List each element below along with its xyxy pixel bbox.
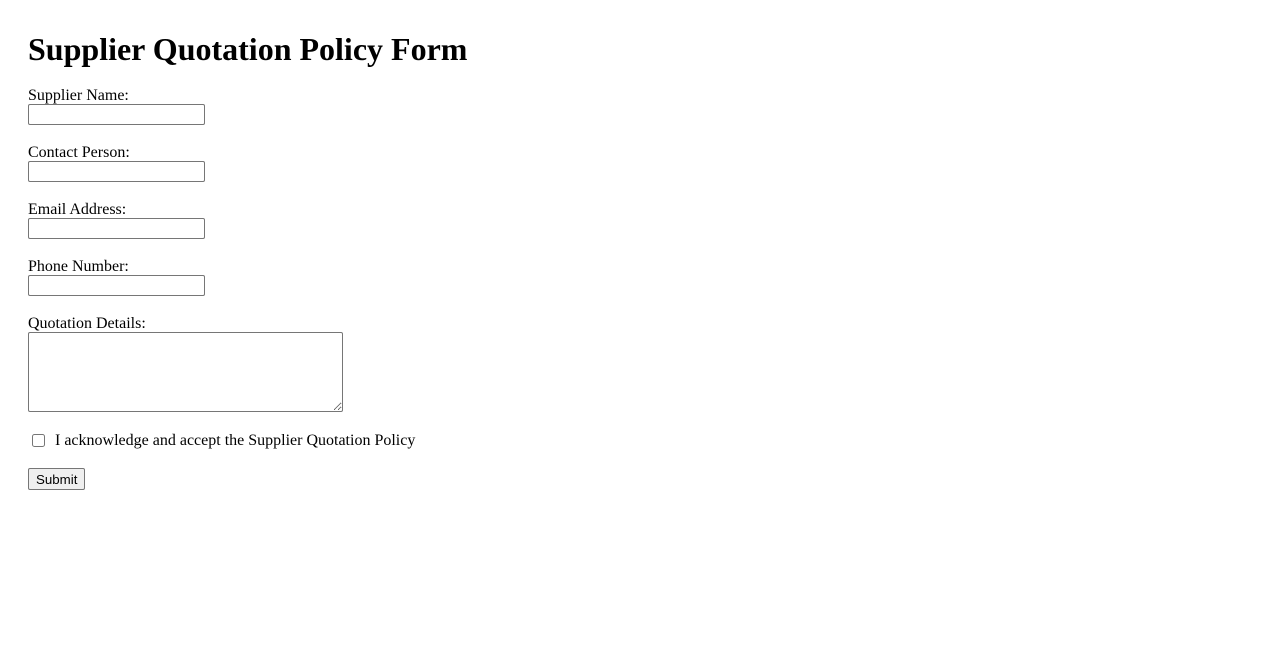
- supplier-quotation-form: [28, 88, 1238, 490]
- submit-button[interactable]: Submit: [28, 468, 85, 490]
- field-group-contact-person: [28, 145, 1238, 182]
- field-group-email-address: [28, 202, 1238, 239]
- supplier-name-input[interactable]: [28, 104, 205, 125]
- field-group-phone-number: [28, 259, 1238, 296]
- contact-person-input[interactable]: [28, 161, 205, 182]
- contact-person-label: Contact Person:: [28, 144, 130, 161]
- page-title: Supplier Quotation Policy Form: [28, 31, 468, 67]
- acknowledgement-checkbox[interactable]: [32, 434, 45, 447]
- phone-number-input[interactable]: [28, 275, 205, 296]
- acknowledgement-text: I acknowledge and accept the Supplier Quotation Policy: [55, 432, 416, 449]
- quotation-details-textarea[interactable]: [28, 332, 343, 412]
- quotation-details-label: Quotation Details:: [28, 315, 146, 332]
- acknowledgement-row: [28, 432, 1238, 450]
- email-address-label: Email Address:: [28, 201, 127, 218]
- acknowledgement-label[interactable]: [28, 432, 415, 449]
- email-address-input[interactable]: [28, 218, 205, 239]
- field-group-supplier-name: [28, 88, 1238, 125]
- supplier-name-label: Supplier Name:: [28, 87, 129, 104]
- page: [8, 8, 1258, 510]
- field-group-quotation-details: [28, 316, 1238, 412]
- phone-number-label: Phone Number:: [28, 258, 129, 275]
